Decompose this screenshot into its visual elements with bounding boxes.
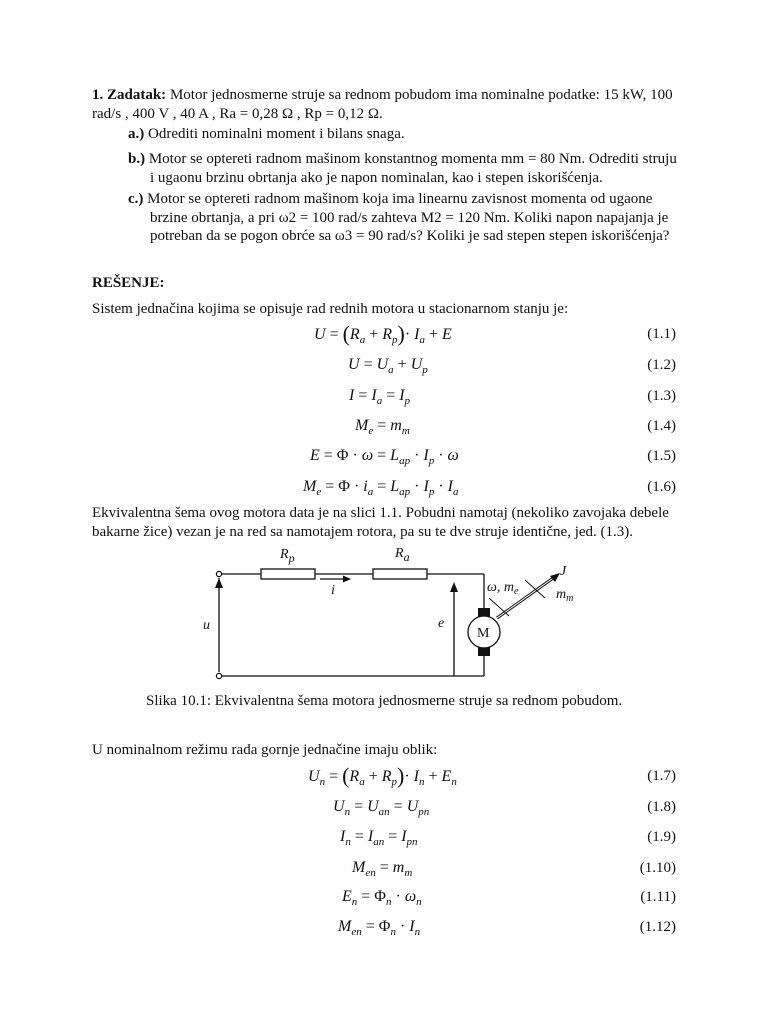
equation-1-3: $I = I_a = I_p$ xyxy=(349,387,411,407)
solution-intro: Sistem jednačina kojima se opisuje rad rednih motora u stacionarnom stanju je: xyxy=(92,301,569,317)
equation-number-1-2: (1.2) xyxy=(647,357,676,373)
circuit-description-line1: Ekvivalentna šema ovog motora data je na slici 1.1. Pobudni namotaj (nekoliko zavojaka debele xyxy=(92,505,669,521)
equation-number-1-8: (1.8) xyxy=(647,799,676,815)
task-item-b-label: b.) xyxy=(128,151,146,167)
equation-number-1-1: (1.1) xyxy=(647,326,676,342)
task-item-a-label: a.) xyxy=(128,126,145,142)
circuit-description-line2: bakarne žice) vezan je na red sa namotajem rotora, pa su te dve struje identične, jed. (1.3). xyxy=(92,523,634,540)
equation-1-11: $E_n = \Phi_n \cdot \omega_n$ xyxy=(342,888,422,908)
equation-number-1-5: (1.5) xyxy=(647,448,676,464)
task-item-b-line2: i ugaonu brzinu obrtanja ako je napon nominalan, kao i stepen iskorišćenja. xyxy=(150,169,603,186)
figure-caption: Slika 10.1: Ekvivalentna šema motora jednosmerne struje sa rednom pobudom. xyxy=(146,693,623,709)
task-heading: 1. Zadatak: xyxy=(92,87,167,103)
nominal-intro: U nominalnom režimu rada gornje jednačine imaju oblik: xyxy=(92,742,438,758)
task-item-c-label: c.) xyxy=(128,191,144,207)
equation-1-5: $E = \Phi \cdot \omega = L_{ap} \cdot I_p \cdot \omega$ xyxy=(310,447,459,467)
task-item-a-text: Odrediti nominalni moment i bilans snaga. xyxy=(148,126,405,142)
equation-number-1-12: (1.12) xyxy=(639,919,676,935)
label-u: u xyxy=(203,618,210,633)
resistor-rp xyxy=(261,569,315,579)
task-item-c-line1: Motor se optereti radnom mašinom koja ima linearnu zavisnost momenta od ugaone xyxy=(147,191,653,207)
equation-1-8: $U_n = U_{an} = U_{pn}$ xyxy=(333,798,430,818)
task-item-c-line2: brzine obrtanja, a pri ω2 = 100 rad/s zahteva M2 = 120 Nm. Koliki napon napajanja je xyxy=(150,209,669,226)
voltage-arrow-u-head xyxy=(215,578,223,588)
current-arrow-head xyxy=(343,576,351,583)
equation-1-6: $M_e = \Phi \cdot i_a = L_{ap} \cdot I_p \cdot I_a$ xyxy=(303,478,459,498)
resistor-ra xyxy=(373,569,427,579)
equation-1-2: $U = U_a + U_p$ xyxy=(348,356,428,376)
equation-number-1-9: (1.9) xyxy=(647,829,676,845)
torque-me-marker xyxy=(489,598,509,616)
equation-number-1-7: (1.7) xyxy=(647,768,676,784)
task-item-c-line3: potreban da se pogon obrće sa ω3 = 90 rad/s? Koliki je sad stepen stepen iskorišćenja? xyxy=(150,228,670,244)
label-ra: Ra xyxy=(395,546,410,564)
equation-number-1-11: (1.11) xyxy=(640,889,676,905)
equation-1-7: $U_n = (R_a + R_p)\cdot I_n + E_n$ xyxy=(308,763,457,788)
terminal-bottom xyxy=(216,673,221,678)
task-item-b-line1: Motor se optereti radnom mašinom konstantnog momenta mm = 80 Nm. Odrediti struju xyxy=(148,151,677,167)
equation-number-1-6: (1.6) xyxy=(647,479,676,495)
label-omega-me: ω, $m_e$ xyxy=(487,580,519,597)
label-motor: M xyxy=(477,626,490,641)
label-e: e xyxy=(438,616,445,631)
solution-heading: REŠENJE: xyxy=(92,275,165,291)
equation-1-12: $M_{en} = \Phi_n \cdot I_n$ xyxy=(338,918,421,938)
equation-1-4: $M_e = m_m$ xyxy=(355,417,410,437)
label-i: i xyxy=(331,583,335,598)
task-text: Motor jednosmerne struje sa rednom pobudom ima nominalne podatke: 15 kW, 100 rad/s , 400 V , 40 A , Ra = 0,28 Ω , Rp = 0,12 Ω. xyxy=(92,87,673,122)
label-mm: $m_m$ xyxy=(556,587,574,604)
terminal-top xyxy=(216,571,221,576)
voltage-arrow-e-head xyxy=(450,582,458,592)
equation-1-9: $I_n = I_{an} = I_{pn}$ xyxy=(340,828,418,848)
equation-number-1-3: (1.3) xyxy=(647,388,676,404)
equation-1-1: $U = (R_a + R_p)\cdot I_a + E$ xyxy=(314,321,452,346)
label-rp: Rp xyxy=(280,547,295,565)
equation-1-10: $M_{en} = m_m$ xyxy=(352,859,413,879)
label-j: J xyxy=(560,564,567,579)
equation-number-1-10: (1.10) xyxy=(639,860,676,876)
equation-number-1-4: (1.4) xyxy=(647,418,676,434)
